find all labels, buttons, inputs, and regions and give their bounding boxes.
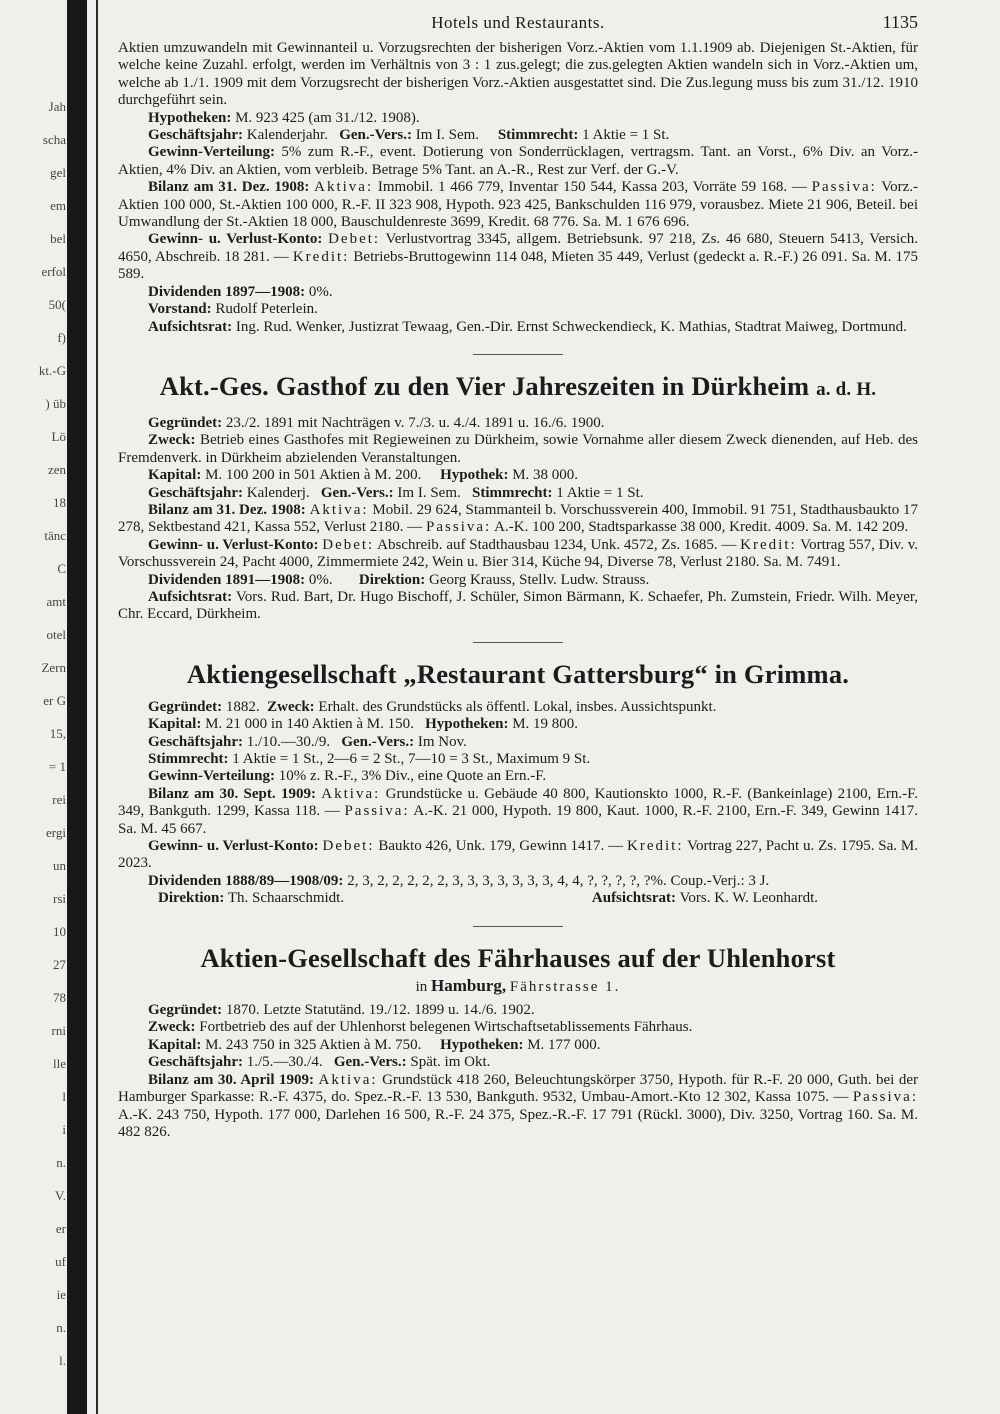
margin-fragment: n. [56,1156,66,1170]
aufsichtsrat-line [118,319,918,336]
margin-fragment: 15, [49,727,66,741]
company-location [118,977,918,996]
gewinn-verteilung-line [118,144,918,179]
bilanz-label: Bilanz am 31. Dez. 1908: [148,179,310,196]
debet-word: Debet: [322,838,375,855]
debet-word: Debet: [322,536,375,553]
margin-fragment: Zern [41,661,66,675]
direktion-value: Georg Krauss, Stellv. Ludw. Strauss. [429,571,650,588]
guv-line [118,537,918,572]
bilanz-label: Bilanz am 30. Sept. 1909: [148,785,316,802]
guv-label: Gewinn- u. Verlust-Konto: [148,536,319,553]
margin-fragment: i [62,1123,66,1137]
genvers-value: Spät. im Okt. [410,1054,491,1071]
margin-fragment: rni [51,1024,66,1038]
geschaeftsjahr-value: Kalenderjahr. [246,127,328,144]
aktiva-word: Aktiva: [314,179,374,196]
direktion-label: Direktion: [358,571,426,588]
margin-fragment: bel [50,232,66,246]
kredit-word: Kredit: [740,536,797,553]
passiva-value: A.-K. 21 000, Hypoth. 19 800, Kaut. 1000, R.-F. 2100, Ern.-F. 349, Gewinn 1417. Sa. M. 45 667. [118,803,918,837]
debet-value: Abschreib. auf Stadthausbau 1234, Unk. 4572, Zs. 1685. — [377,536,737,553]
page-number: 1135 [882,12,918,32]
margin-fragment: er [55,1222,66,1236]
margin-fragment: uf [55,1255,66,1269]
running-head-title: Hotels und Restaurants. [431,13,605,32]
geschaeftsjahr-value: 1./10.—30./9. [246,733,331,750]
aktiva-value: Grundstück 418 260, Beleuchtungskörper 3750, Hypoth. für R.-F. 20 000, Guth. bei der Hamburger Sparkasse: R.-F. 4375, do. Spez.-R.-F. 13 530, Bankguth. 9532, Umbau-Amort.-Kto 12 302, Kassa 1075. — [118,1071,919,1106]
kredit-value: Betriebs-Bruttogewinn 114 048, Mieten 35 449, Verlust (gedeckt a. R.-F.) 26 091. Sa. M. 175 589. [118,248,919,283]
hypotheken-label: Hypotheken: [425,716,509,733]
location-city: Hamburg, [431,975,507,995]
guv-line [118,838,918,873]
genvers-value: Im Nov. [417,733,467,750]
margin-fragment: Lö [51,430,66,444]
bilanz-line [118,502,918,537]
company-title-main: Akt.-Ges. Gasthof zu den Vier Jahreszeiten in Dürkheim [159,370,810,401]
geschaeftsjahr-line [118,127,918,144]
stimmrecht-value: 1 Aktie = 1 St., 2—6 = 2 St., 7—10 = 3 St., Maximum 9 St. [232,751,591,767]
kapital-label: Kapital: [148,1036,202,1053]
stimmrecht-line [118,751,918,768]
aktiva-value: Mobil. 29 624, Stammanteil b. Vorschussverein 400, Immobil. 91 751, Stadthausbaukto 17 278, Sektbestand 421, Kassa 552, Verlust 2180. — [118,501,919,536]
entry-gattersburg [118,659,918,908]
vorstand-line [118,301,918,318]
gewinn-verteilung-value: 10% z. R.-F., 3% Div., eine Quote an Ern.-F. [278,768,547,785]
section-separator [473,354,563,355]
gegruendet-line [118,699,918,716]
continuation-text: Aktien umzuwandeln mit Gewinnanteil u. Vorzugsrechten der bisherigen Vorz.-Aktien vom 1.1.1909 ab. Diejenigen St.-Aktien, für welche keine Zuzahl. erfolgt, werden im Verhältnis von 3 : 1 zus.gelegt; die zus.gelegten Aktien wandeln sich in Vorz.-Aktien um, welche ab 1./1. 1909 mit dem Vorzugsrecht der bisherigen Vorz.-Aktien ausgestattet sind. Die Zus.legung muss bis zum 31./12. 1910 durchgeführt sein. [118,40,918,109]
company-title: Aktien-Gesellschaft des Fährhauses auf der Uhlenhorst [200,942,836,973]
section-separator [473,926,563,927]
gegruendet-label: Gegründet: [148,698,223,715]
dividenden-line [118,572,918,589]
zweck-value: Erhalt. des Grundstücks als öffentl. Lokal, insbes. Aussichtspunkt. [318,698,717,715]
stimmrecht-label: Stimmrecht: [148,751,229,767]
genvers-value: Im I. Sem. [415,127,480,144]
zweck-label: Zweck: [148,432,196,449]
kapital-value: M. 243 750 in 325 Aktien à M. 750. [205,1036,422,1053]
gegruendet-line [118,415,918,432]
geschaeftsjahr-line [118,734,918,751]
kapital-label: Kapital: [148,716,202,733]
margin-fragment: amt [46,595,66,609]
margin-fragment: kt.-G [38,364,66,378]
margin-fragment: ) üb [45,397,66,411]
genvers-label: Gen.-Vers.: [333,1054,407,1071]
stimmrecht-value: 1 Aktie = 1 St. [582,127,670,144]
zweck-label: Zweck: [267,698,315,715]
margin-fragment: l. [59,1354,66,1368]
running-head [118,14,918,40]
margin-fragment: zen [47,463,66,477]
dividenden-label: Dividenden 1888/89—1908/09: [148,872,344,889]
margin-fragment: otel [46,628,66,642]
margin-fragment: rei [52,793,66,807]
dividenden-value: 0%. [308,571,333,588]
kredit-word: Kredit: [627,838,684,855]
margin-fragment: er G [43,694,66,708]
margin-fragment: rsi [53,892,66,906]
debet-value: Verlustvortrag 3345, allgem. Betriebsunk. 97 218, Zs. 46 680, Steuern 5413, Versich. 4650, Abschreib. 18 281. — [118,231,919,265]
hypothek-label: Hypothek: [440,467,509,484]
aufsichtsrat-line [118,589,918,624]
direktion-aufsichtsrat-line [118,890,918,907]
hypotheken-value: M. 923 425 (am 31./12. 1908). [235,109,420,126]
margin-fragment: ie [56,1288,66,1302]
margin-fragment: 10 [53,925,66,939]
stimmrecht-value: 1 Aktie = 1 St. [556,484,644,501]
zweck-value: Betrieb eines Gasthofes mit Regieweinen zu Dürkheim, sowie Vornahme aller diesem Zweck dienenden, auf Heb. des Fremdenverk. in Dürkheim abzielenden Veranstaltungen. [118,432,918,466]
entry-faehrhaus [118,943,918,1142]
guv-label: Gewinn- u. Verlust-Konto: [148,838,319,855]
aktiva-word: Aktiva: [318,1071,378,1088]
guv-label: Gewinn- u. Verlust-Konto: [148,231,323,248]
stimmrecht-label: Stimmrecht: [497,127,579,144]
geschaeftsjahr-label: Geschäftsjahr: [148,127,243,144]
company-title: Aktiengesellschaft „Restaurant Gattersburg“ in Grimma. [186,658,850,689]
dividenden-value: 2, 3, 2, 2, 2, 2, 2, 3, 3, 3, 3, 3, 3, 3, 4, 4, ?, ?, ?, ?, ?%. [347,872,667,889]
geschaeftsjahr-line [118,1054,918,1071]
page-content [118,14,918,1141]
dividenden-value: 0%. [308,283,333,300]
aufsichtsrat-value: Vors. K. W. Leonhardt. [679,890,818,907]
gutter-line [96,0,98,1414]
margin-fragment: un [53,859,66,873]
geschaeftsjahr-value: 1./5.—30./4. [246,1054,323,1071]
margin-fragment: tänc [44,529,66,543]
geschaeftsjahr-value: Kalenderj. [246,484,310,501]
dividenden-line [118,873,918,890]
vorstand-value: Rudolf Peterlein. [215,301,318,318]
passiva-word: Passiva: [344,803,410,820]
kredit-value: Vortrag 557, Div. v. Vorschussverein 24, Pacht 4000, Zimmermiete 242, Wein u. Bier 314, Küche 94, Diverse 78, Verlust 2180. Sa. M. 7491. [118,536,918,571]
zweck-value: Fortbetrieb des auf der Uhlenhorst belegenen Wirtschaftsetablissements Fährhaus. [199,1019,693,1036]
gegruendet-value: 1870. Letzte Statutänd. 19./12. 1899 u. 14./6. 1902. [225,1002,535,1019]
aktiva-word: Aktiva: [309,501,369,518]
left-margin-bleed [0,0,66,1414]
dividenden-line [118,284,918,301]
hypotheken-line [118,110,918,127]
zweck-label: Zweck: [148,1019,196,1036]
bilanz-line [118,179,918,231]
guv-line [118,231,918,283]
gewinn-verteilung-line [118,768,918,785]
margin-fragment: 50( [48,298,66,312]
genvers-label: Gen.-Vers.: [341,733,415,750]
margin-fragment: n. [56,1321,66,1335]
margin-fragment: V. [55,1189,66,1203]
passiva-word: Passiva: [852,1089,918,1106]
location-prefix: in [415,978,428,995]
margin-fragment: 27 [53,958,66,972]
geschaeftsjahr-label: Geschäftsjahr: [148,484,243,501]
aufsichtsrat-label: Aufsichtsrat: [148,318,233,335]
passiva-word: Passiva: [811,179,877,196]
hypotheken-value: M. 19 800. [512,716,579,733]
kapital-line [118,716,918,733]
passiva-word: Passiva: [426,519,492,536]
passiva-value: A.-K. 100 200, Stadtsparkasse 38 000, Kredit. 4009. Sa. M. 142 209. [494,519,909,536]
geschaeftsjahr-line [118,485,918,502]
geschaeftsjahr-label: Geschäftsjahr: [148,1054,243,1071]
gewinn-verteilung-value: 5% zum R.-F., event. Dotierung von Sonderrücklagen, vertragsm. Tant. an Vorst., 6% Div. an Vorz.-Aktien, 4% Div. an Aktien, vom verbleib. Betrage 5% Tant. an A.-R., Rest zur Verf. der G.-V. [118,144,918,178]
aufsichtsrat-label: Aufsichtsrat: [591,890,677,907]
aktiva-word: Aktiva: [321,785,381,802]
margin-fragment: C [57,562,66,576]
margin-fragment: lle [53,1057,66,1071]
bilanz-label: Bilanz am 30. April 1909: [148,1071,315,1088]
gegruendet-value: 23./2. 1891 mit Nachträgen v. 7./3. u. 4./4. 1891 u. 16./6. 1900. [225,414,605,431]
gegruendet-label: Gegründet: [148,1002,223,1019]
hypotheken-value: M. 177 000. [527,1036,601,1053]
debet-value: Baukto 426, Unk. 179, Gewinn 1417. — [378,838,624,855]
vorstand-label: Vorstand: [148,301,212,318]
passiva-value: A.-K. 243 750, Hypoth. 177 000, Darlehen 16 500, R.-F. 24 375, Spez.-R.-F. 17 791 (Rückl. 3000), Div. 3250, Vortrag 160. Sa. M. 482 826. [118,1106,918,1140]
zweck-line [118,432,918,467]
entry-duerkheim [118,371,918,624]
company-title [118,371,918,405]
binding-gutter [67,0,87,1414]
dividenden-label: Dividenden 1897—1908: [148,283,306,300]
margin-fragment: ergi [46,826,66,840]
geschaeftsjahr-label: Geschäftsjahr: [148,733,243,750]
margin-fragment: l [62,1090,66,1104]
stimmrecht-label: Stimmrecht: [471,484,553,501]
margin-fragment: = 1 [48,760,66,774]
kapital-line [118,1037,918,1054]
gegruendet-value: 1882. [225,698,260,715]
kapital-label: Kapital: [148,467,202,484]
gewinn-verteilung-label: Gewinn-Verteilung: [148,768,275,785]
genvers-label: Gen.-Vers.: [339,127,412,144]
margin-fragment: gel [50,166,66,180]
hypotheken-label: Hypotheken: [440,1036,524,1053]
aufsichtsrat-value: Vors. Rud. Bart, Dr. Hugo Bischoff, J. Schüler, Simon Bärmann, K. Schaefer, Ph. Zumstein, Friedr. Wilh. Meyer, Chr. Eccard, Dürkheim. [118,588,918,623]
section-separator [473,642,563,643]
dividenden-label: Dividenden 1891—1908: [148,571,306,588]
kapital-value: M. 100 200 in 501 Aktien à M. 200. [205,467,422,484]
aufsichtsrat-label: Aufsichtsrat: [148,588,233,605]
direktion-value: Th. Schaarschmidt. [227,890,345,907]
margin-fragment: f) [57,331,66,345]
margin-fragment: erfol [41,265,66,279]
genvers-label: Gen.-Vers.: [320,484,394,501]
passiva-value: Vorz.-Aktien 100 000, St.-Aktien 100 000, R.-F. II 323 908, Hypoth. 923 425, Bankschulden 116 979, vorausbez. Miete 21 906, Beteil. bei Umwandlung der St.-Aktien 18 000, Bauschuldenreste 3699, Kredit. 68 776. Sa. M. 1 676 696. [118,179,919,231]
gegruendet-line [118,1002,918,1019]
margin-fragment: scha [42,133,66,147]
coupon-value: Coup.-Verj.: 3 J. [670,872,770,889]
margin-fragment: Jah [48,100,66,114]
kredit-word: Kredit: [292,248,350,265]
hypothek-value: M. 38 000. [512,467,579,484]
location-street: Fährstrasse 1. [509,978,621,995]
kredit-value: Vortrag 227, Pacht u. Zs. 1795. Sa. M. 2023. [118,838,919,872]
bilanz-line [118,1072,918,1142]
genvers-value: Im I. Sem. [397,484,461,501]
kapital-line [118,467,918,484]
debet-word: Debet: [328,231,381,248]
margin-fragment: 78 [53,991,66,1005]
bilanz-line [118,786,918,838]
aufsichtsrat-value: Ing. Rud. Wenker, Justizrat Tewaag, Gen.-Dir. Ernst Schweckendieck, K. Mathias, Stadtrat Maiweg, Dortmund. [235,318,907,335]
kapital-value: M. 21 000 in 140 Aktien à M. 150. [205,716,414,733]
zweck-line [118,1019,918,1036]
aktiva-value: Immobil. 1 466 779, Inventar 150 544, Kassa 203, Vorräte 59 168. — [377,179,807,196]
gewinn-verteilung-label: Gewinn-Verteilung: [148,144,275,161]
company-title-suffix: a. d. H. [816,378,877,400]
margin-fragment: em [50,199,66,213]
margin-fragment: 18 [53,496,66,510]
bilanz-label: Bilanz am 31. Dez. 1908: [148,501,306,518]
aktiva-value: Grundstücke u. Gebäude 40 800, Kautionskto 1000, R.-F. (Bankeinlage) 2100, Ern.-F. 349, Bankguth. 1299, Kassa 118. — [118,785,919,820]
continued-entry [118,40,918,336]
gegruendet-label: Gegründet: [148,414,223,431]
direktion-label: Direktion: [158,890,225,907]
hypotheken-label: Hypotheken: [148,109,232,126]
